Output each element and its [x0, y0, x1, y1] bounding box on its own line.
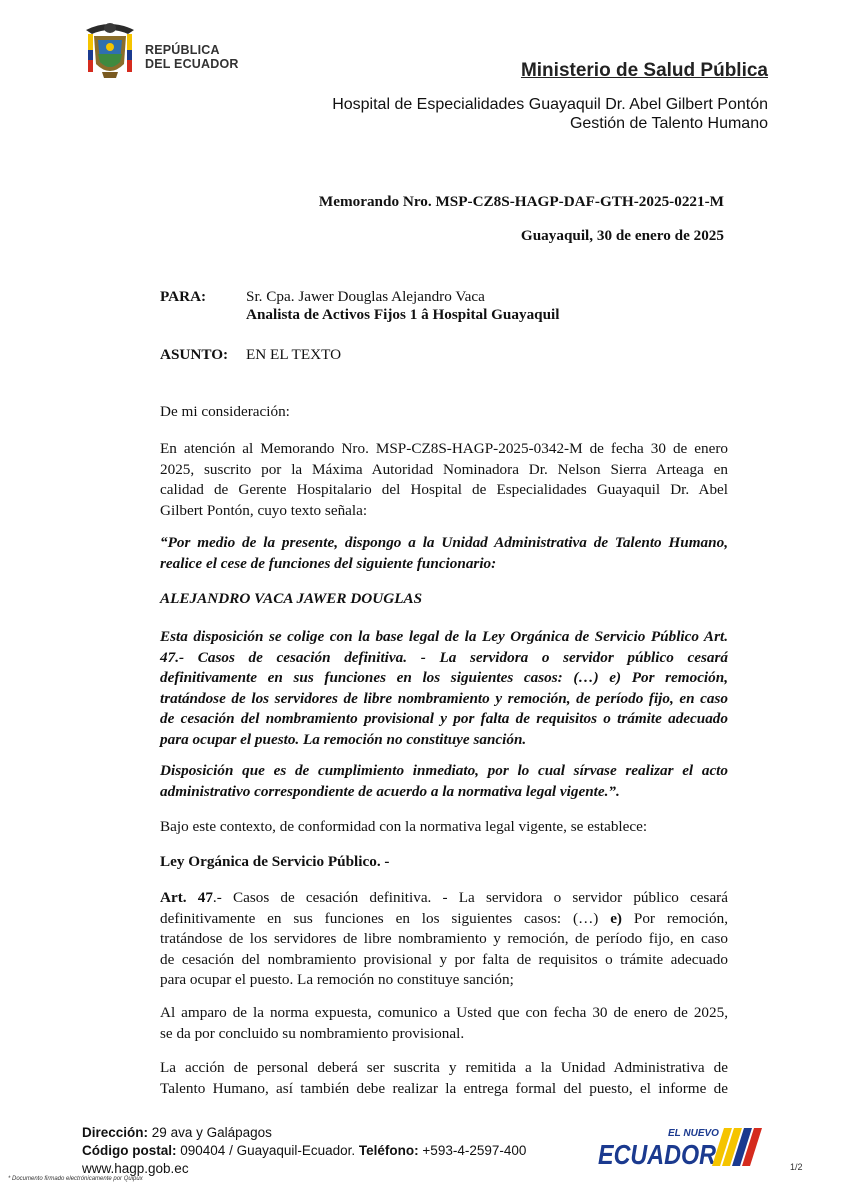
- text-line: se da por concluido su nombramiento provisional.: [160, 1024, 465, 1042]
- hospital-name: Hospital de Especialidades Guayaquil Dr. Abel Gilbert Pontón: [332, 96, 768, 113]
- text-line: calidad de Gerente Hospitalario del Hospital de Especialidades Guayaquil Dr. Abel: [160, 481, 728, 498]
- article-text: .- Casos de cesación definitiva. - La servidora o servidor público cesará: [212, 889, 728, 906]
- republic-line-1: REPÚBLICA: [145, 43, 220, 57]
- article-e-text: Por remoción,: [633, 909, 728, 927]
- text-line: definitivamente en sus funciones en los siguientes casos: (…) e) Por remoción,: [160, 669, 728, 686]
- text-line: La acción de personal deberá ser suscrita y remitida a la Unidad Administrativa de: [160, 1059, 728, 1076]
- postal-label: Código postal:: [82, 1143, 177, 1158]
- text-line: [160, 888, 728, 909]
- page-number: 1/2: [790, 1162, 803, 1172]
- text-line: 2025, suscrito por la Máxima Autoridad Nominadora Dr. Nelson Sierra Arteaga en: [160, 460, 728, 478]
- paragraph-reference: [160, 439, 728, 521]
- address-label: Dirección:: [82, 1125, 149, 1140]
- article-text: definitivamente en sus funciones en los siguientes casos: (…): [160, 909, 599, 927]
- text-line: Al amparo de la norma expuesta, comunico a Usted que con fecha 30 de enero de 2025,: [160, 1004, 728, 1021]
- para-name: Sr. Cpa. Jawer Douglas Alejandro Vaca: [246, 288, 485, 305]
- article-label: Art. 47: [160, 889, 213, 906]
- ministry-title: Ministerio de Salud Pública: [520, 60, 768, 81]
- text-line: Disposición que es de cumplimiento inmediato, por lo cual sírvase realizar el acto: [160, 762, 728, 779]
- text-line: Gilbert Pontón, cuyo texto señala:: [160, 501, 368, 519]
- brand-big-text: ECUADOR: [598, 1139, 717, 1170]
- el-nuevo-ecuador-logo: [596, 1124, 768, 1170]
- text-line: Esta disposición se colige con la base legal de la Ley Orgánica de Servicio Público Art.: [160, 628, 728, 645]
- law-title: Ley Orgánica de Servicio Público. -: [160, 853, 390, 870]
- article-47: [160, 888, 728, 991]
- phone-label: Teléfono:: [358, 1143, 419, 1158]
- text-line: de cesación del nombramiento provisional y por falta de requisitos o trámite adecuado: [160, 950, 728, 968]
- article-e-label: e): [610, 909, 622, 927]
- text-line: administrativo correspondiente de acuerdo a la normativa legal vigente.”.: [160, 782, 620, 800]
- text-line: [160, 909, 728, 930]
- text-line: tratándose de los servidores de libre nombramiento y remoción, de período fijo, en caso: [160, 930, 728, 947]
- text-line: En atención al Memorando Nro. MSP-CZ8S-HAGP-2025-0342-M de fecha 30 de enero: [160, 440, 728, 457]
- footer-contact: [82, 1124, 526, 1178]
- ecuador-coat-of-arms-icon: [80, 20, 140, 82]
- text-line: para ocupar el puesto. La remoción no constituye sanción.: [160, 730, 527, 748]
- memo-date: Guayaquil, 30 de enero de 2025: [520, 227, 724, 244]
- phone-value: +593-4-2597-400: [422, 1143, 527, 1158]
- quote-employee-name: ALEJANDRO VACA JAWER DOUGLAS: [160, 590, 423, 607]
- para-title: Analista de Activos Fijos 1 â Hospital Guayaquil: [246, 306, 560, 323]
- text-line: tratándose de los servidores de libre nombramiento y remoción, de período fijo, en caso: [160, 689, 728, 707]
- text-line: realice el cese de funciones del siguiente funcionario:: [160, 554, 497, 572]
- quote-legal-basis: [160, 627, 728, 750]
- quote-closing: [160, 761, 728, 802]
- text-line: de cesación del nombramiento provisional y por falta de requisitos o trámite adecuado: [160, 710, 728, 727]
- address-value: 29 ava y Galápagos: [151, 1125, 272, 1140]
- text-line: Talento Humano, así también debe realizar la entrega formal del puesto, el informe de: [160, 1079, 728, 1097]
- brand-small-text: EL NUEVO: [668, 1128, 719, 1139]
- text-line: “Por medio de la presente, dispongo a la Unidad Administrativa de Talento Humano,: [160, 534, 728, 551]
- signature-note: * Documento firmado electrónicamente por Quipux: [8, 1176, 143, 1182]
- republic-line-2: DEL ECUADOR: [145, 57, 239, 71]
- memo-number: Memorando Nro. MSP-CZ8S-HAGP-DAF-GTH-2025-0221-M: [318, 193, 724, 210]
- republic-label: [145, 43, 239, 71]
- postal-value: 090404 / Guayaquil-Ecuador.: [180, 1143, 356, 1158]
- paragraph-amparo: [160, 1003, 728, 1044]
- department-name: Gestión de Talento Humano: [569, 115, 768, 132]
- text-line: 47.- Casos de cesación definitiva. - La servidora o servidor público cesará: [160, 648, 728, 666]
- para-label: PARA:: [160, 288, 207, 305]
- website-link[interactable]: www.hagp.gob.ec: [82, 1161, 189, 1176]
- greeting: De mi consideración:: [160, 403, 290, 420]
- quote-opening: [160, 533, 728, 574]
- asunto-label: ASUNTO:: [160, 346, 229, 363]
- context-sentence: Bajo este contexto, de conformidad con la normativa legal vigente, se establece:: [160, 818, 648, 835]
- text-line: para ocupar el puesto. La remoción no constituye sanción;: [160, 971, 514, 988]
- paragraph-accion: [160, 1058, 728, 1099]
- hospital-header: [332, 95, 768, 133]
- asunto-value: EN EL TEXTO: [246, 346, 342, 363]
